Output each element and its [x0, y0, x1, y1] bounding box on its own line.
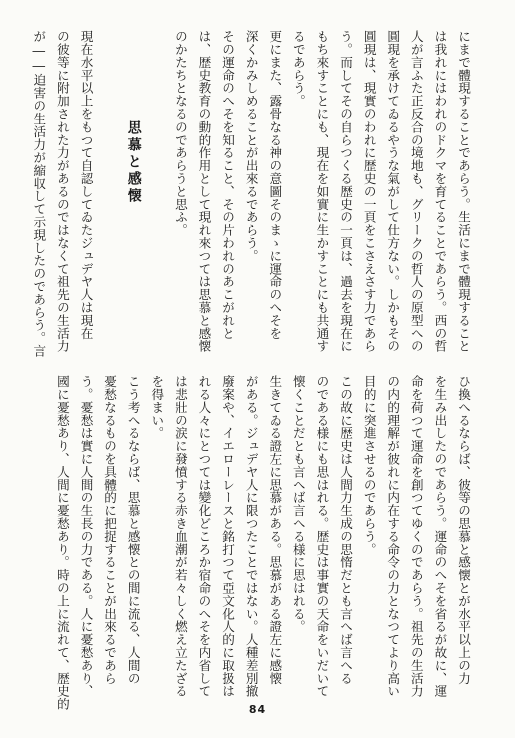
text-column: 廢案や、イエローレースと銘打つて亞文化人的に取扱は [220, 375, 236, 698]
text-column: を得まい。 [149, 375, 165, 440]
text-column: 國に憂愁あり、人間に憂愁あり。時の上に流れて、歴史的 [54, 375, 70, 711]
section-heading: 思慕と感懐 [125, 120, 142, 205]
text-column: は、歴史教育の動的作用として現れ來つては思慕と感懐 [196, 30, 212, 353]
text-column: う。憂愁は實に人間の生長の力である。人に憂愁あり、 [78, 375, 94, 698]
text-column: この故に歴史は人間力生成の思惰だとも言へば言へる [338, 375, 354, 685]
text-column: 命を荷つて運命を創つてゆくのであらう。祖先の生活力 [408, 375, 424, 698]
text-column: ひ換へるならば、彼等の思慕と感懐とが水平以上の力 [456, 375, 471, 685]
text-column: 更にまた、露骨なる神の意圖そのまゝに運命のへそを [267, 30, 283, 340]
text-column: 生きてゐる證左に思慕がある。思慕がある證左に感懐 [267, 375, 283, 685]
text-column: がある。ジュデヤ人に限つたことではない。人種差別撤 [243, 375, 259, 698]
text-column: こう考へるならば、思慕と感懐との間に流る、人間の [125, 375, 141, 685]
text-column: のかたちとなるのであらうと思ふ。 [172, 30, 188, 237]
text-column: 深くかみしめることが出來るであらう。 [243, 30, 259, 263]
text-column: の内的理解が彼れに内在する命令の力となつてより高い [385, 375, 401, 698]
page-number: 84 [248, 703, 267, 716]
text-column: もち來すことにも、現在を如實に生かすことにも共通す [314, 30, 330, 353]
text-column: の彼等に附加された力があるのではなくて祖先の生活力 [54, 30, 70, 353]
text-column: にまで體現することであらう。生活にまで體現すること [456, 30, 471, 353]
text-column: その運命のへそを知ること、その片われのあこがれと [220, 30, 236, 340]
text-column [145, 30, 169, 348]
text-column: 憂愁なるものを具體的に把捉することが出來るであら [102, 375, 118, 685]
text-column: 人が言ふた正反合の境地も、グリークの哲人の原型への [408, 30, 424, 353]
text-column: るであらう。 [290, 30, 306, 108]
text-column: のである様にも思はれる。歴史は事實の天命をいだいて [314, 375, 330, 698]
text-column: は悲壯の涙に發憤する赤き血潮が若々しく燃え立たざる [172, 375, 188, 698]
text-column: 圓現は、現實のわれに歴史の一頁をこさえさす力であら [361, 30, 377, 353]
text-column: を生み出したのであらう。運命のへそを省るが故に、運 [432, 375, 448, 698]
text-column [98, 30, 122, 348]
text-column: 目的に突進させるのであらう。 [361, 375, 377, 556]
text-column: 懐くことだとも言へば言へる様に思はれる。 [290, 375, 306, 633]
text-column: は我れにはわれのドクマを育てることであらう。西の哲 [432, 30, 448, 353]
text-column: 圓現を承けてゐるやうな氣がして仕方ない。しかもその [385, 30, 401, 353]
text-column: が――迫害の生活力が縮収して示現したのであらう。言 [31, 30, 47, 358]
text-column: 現在水平以上をもつて自認してゐたジュデヤ人は現在 [78, 30, 94, 340]
text-column: れる人々にとつては變化どころか宿命のへそを内省して [196, 375, 212, 698]
upper-text-block [27, 30, 475, 358]
text-column: う。而してその自らつくる歴史の一頁は、過去を現在に [338, 30, 354, 353]
